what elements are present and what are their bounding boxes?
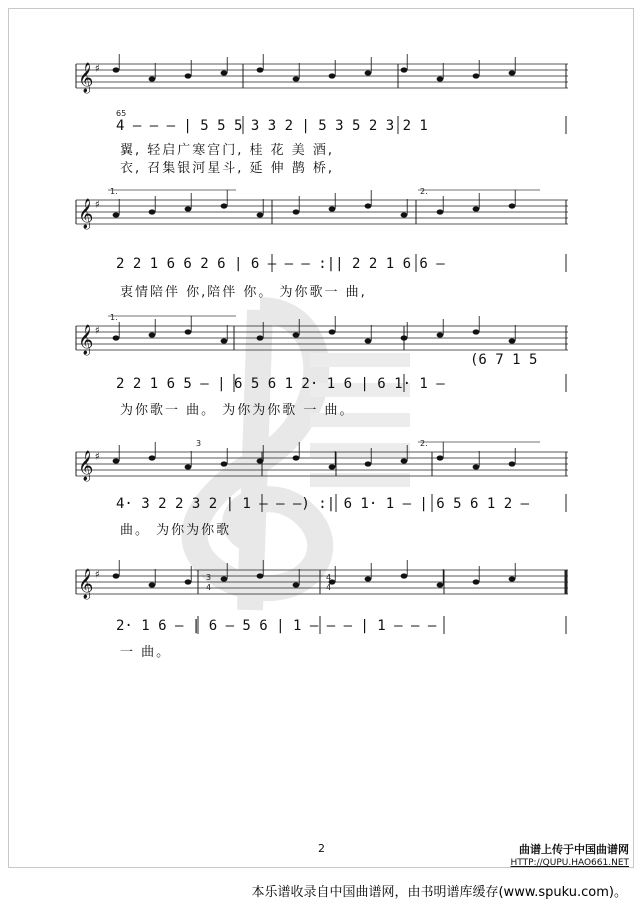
note-head [149, 455, 156, 460]
page-number: 2 [318, 842, 325, 855]
jianpu-line: 2· 1 6 – | 6 – 5 6 | 1 – – – | 1 – – – [116, 618, 437, 634]
sharp-icon: ♯ [94, 568, 101, 581]
note-head [329, 73, 336, 78]
note-head [437, 455, 444, 460]
note-head [257, 573, 264, 578]
note-head [509, 576, 516, 581]
note-head [185, 464, 192, 469]
note-head [401, 573, 408, 578]
note-head [257, 335, 264, 340]
note-head [473, 73, 480, 78]
note-head [293, 455, 300, 460]
note-head [365, 338, 372, 343]
treble-clef-icon: 𝄞 [78, 325, 94, 355]
note-head [365, 203, 372, 208]
lyrics-line-1: 为你歌一 曲。 为你为你歌 一 曲。 [120, 403, 355, 418]
note-head [221, 70, 228, 75]
note-head [149, 582, 156, 587]
note-head [113, 67, 120, 72]
note-head [365, 461, 372, 466]
note-head [185, 329, 192, 334]
time-sig-den: 4 [326, 583, 332, 592]
note-head [149, 76, 156, 81]
note-head [365, 70, 372, 75]
jianpu-line: 2 2 1 6 6 2 6 | 6 – – – :|| 2 2 1 6 6 – [116, 256, 445, 272]
note-head [221, 461, 228, 466]
watermark-site-label: 曲谱上传于中国曲谱网 [519, 843, 629, 856]
note-head [293, 209, 300, 214]
grace-notes: 65 [116, 109, 127, 118]
note-head [257, 212, 264, 217]
lyrics-line-1: 曲。 为你为你歌 [120, 523, 232, 538]
note-head [185, 73, 192, 78]
lyrics-line-2: 衣, 召集银河星斗, 延 伸 鹊 桥, [120, 161, 335, 176]
note-head [509, 338, 516, 343]
note-head [221, 203, 228, 208]
volta-2-label: 2. [420, 439, 428, 448]
note-head [473, 206, 480, 211]
treble-clef-icon: 𝄞 [78, 199, 94, 229]
time-sig-den: 4 [206, 583, 212, 592]
sharp-icon: ♯ [94, 450, 101, 463]
watermark-url: HTTP://QUPU.HAO661.NET [510, 858, 629, 868]
treble-clef-icon: 𝄞 [78, 63, 94, 93]
note-head [473, 329, 480, 334]
note-head [401, 212, 408, 217]
time-sig-num: 3 [206, 573, 212, 582]
note-head [473, 464, 480, 469]
note-head [329, 464, 336, 469]
jianpu-line: 2 2 1 6 5 – | 6 5 6 1 2· 1 6 | 6 1· 1 – [116, 376, 445, 392]
note-head [293, 76, 300, 81]
note-head [257, 458, 264, 463]
lyrics-line-1: 衷情陪伴 你,陪伴 你。 为你歌一 曲, [120, 285, 367, 300]
treble-clef-icon: 𝄞 [78, 451, 94, 481]
triplet-mark: 3 [196, 439, 202, 448]
note-head [437, 332, 444, 337]
note-head [221, 576, 228, 581]
note-head [401, 335, 408, 340]
note-head [293, 332, 300, 337]
jianpu-line: 4 – – – | 5 5 5 3 3 2 | 5 3 5 2 3 2 1 [116, 118, 428, 134]
note-head [149, 209, 156, 214]
note-head [437, 76, 444, 81]
sharp-icon: ♯ [94, 62, 101, 75]
note-head [293, 582, 300, 587]
note-head [509, 461, 516, 466]
note-head [401, 458, 408, 463]
note-head [437, 209, 444, 214]
volta-1-label: 1. [110, 313, 118, 322]
note-head [149, 332, 156, 337]
footer-note: 本乐谱收录自中国曲谱网，由书明谱库缓存(www.spuku.com)。 [251, 885, 627, 900]
note-head [113, 212, 120, 217]
note-head [113, 573, 120, 578]
note-head [185, 206, 192, 211]
note-head [329, 206, 336, 211]
note-head [185, 579, 192, 584]
treble-clef-icon: 𝄞 [78, 569, 94, 599]
volta-1-label: 1. [110, 187, 118, 196]
note-head [113, 458, 120, 463]
note-head [113, 335, 120, 340]
sharp-icon: ♯ [94, 324, 101, 337]
note-head [257, 67, 264, 72]
jianpu-cue: (6 7 1 5 [470, 352, 538, 368]
jianpu-line: 4· 3 2 2 3 2 | 1 – – –) :| 6 1· 1 – | 6 5 6 1 2 – [116, 496, 530, 512]
note-head [437, 582, 444, 587]
note-head [401, 67, 408, 72]
time-sig-num: 4 [326, 573, 332, 582]
note-head [509, 70, 516, 75]
note-head [221, 338, 228, 343]
lyrics-line-1: 一 曲。 [120, 645, 172, 660]
note-head [473, 579, 480, 584]
note-head [365, 576, 372, 581]
sharp-icon: ♯ [94, 198, 101, 211]
volta-2-label: 2. [420, 187, 428, 196]
note-head [509, 203, 516, 208]
note-head [329, 329, 336, 334]
lyrics-line-1: 翼, 轻启广寒宫门, 桂 花 美 酒, [120, 143, 335, 158]
